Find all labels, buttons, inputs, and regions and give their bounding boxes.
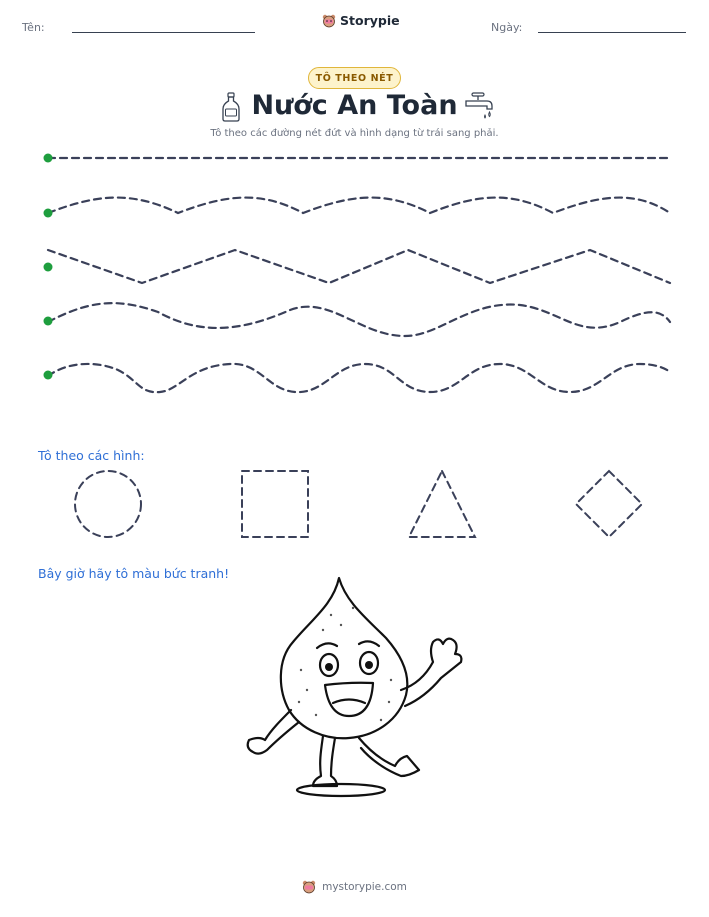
name-line[interactable] <box>72 32 255 33</box>
date-line[interactable] <box>538 32 686 33</box>
tracing-lines <box>0 140 709 400</box>
trace-line-zigzag[interactable] <box>48 250 670 283</box>
shapes-label: Tô theo các hình: <box>38 448 145 463</box>
brand-name: Storypie <box>340 13 400 28</box>
faucet-icon <box>463 92 495 120</box>
brand-logo <box>322 13 400 28</box>
bear-mascot-icon <box>322 14 336 28</box>
footer-url[interactable]: mystorypie.com <box>322 881 407 893</box>
start-dot <box>44 263 53 272</box>
instructions: Tô theo các đường nét đứt và hình dạng từ trái sang phải. <box>210 128 499 139</box>
date-label: Ngày: <box>491 21 523 34</box>
tracing-shapes <box>0 460 709 550</box>
start-dot <box>44 371 53 380</box>
trace-line-wave-2[interactable] <box>48 303 670 336</box>
start-dot <box>44 209 53 218</box>
page-title: Nước An Toàn <box>251 90 458 121</box>
trace-line-wave-1[interactable] <box>48 198 670 213</box>
coloring-label: Bây giờ hãy tô màu bức tranh! <box>38 566 230 581</box>
water-drop-coloring-image[interactable] <box>241 570 469 802</box>
trace-shape-triangle[interactable] <box>409 471 475 537</box>
trace-shape-square[interactable] <box>242 471 308 537</box>
trace-line-wave-3[interactable] <box>48 364 670 392</box>
trace-shape-diamond[interactable] <box>576 471 642 537</box>
name-label: Tên: <box>22 21 45 34</box>
bear-mascot-icon <box>302 880 316 894</box>
start-dot <box>44 317 53 326</box>
footer <box>0 880 709 894</box>
start-dot <box>44 154 53 163</box>
trace-shape-circle[interactable] <box>75 471 141 537</box>
worksheet-badge: TÔ THEO NÉT <box>308 67 401 89</box>
